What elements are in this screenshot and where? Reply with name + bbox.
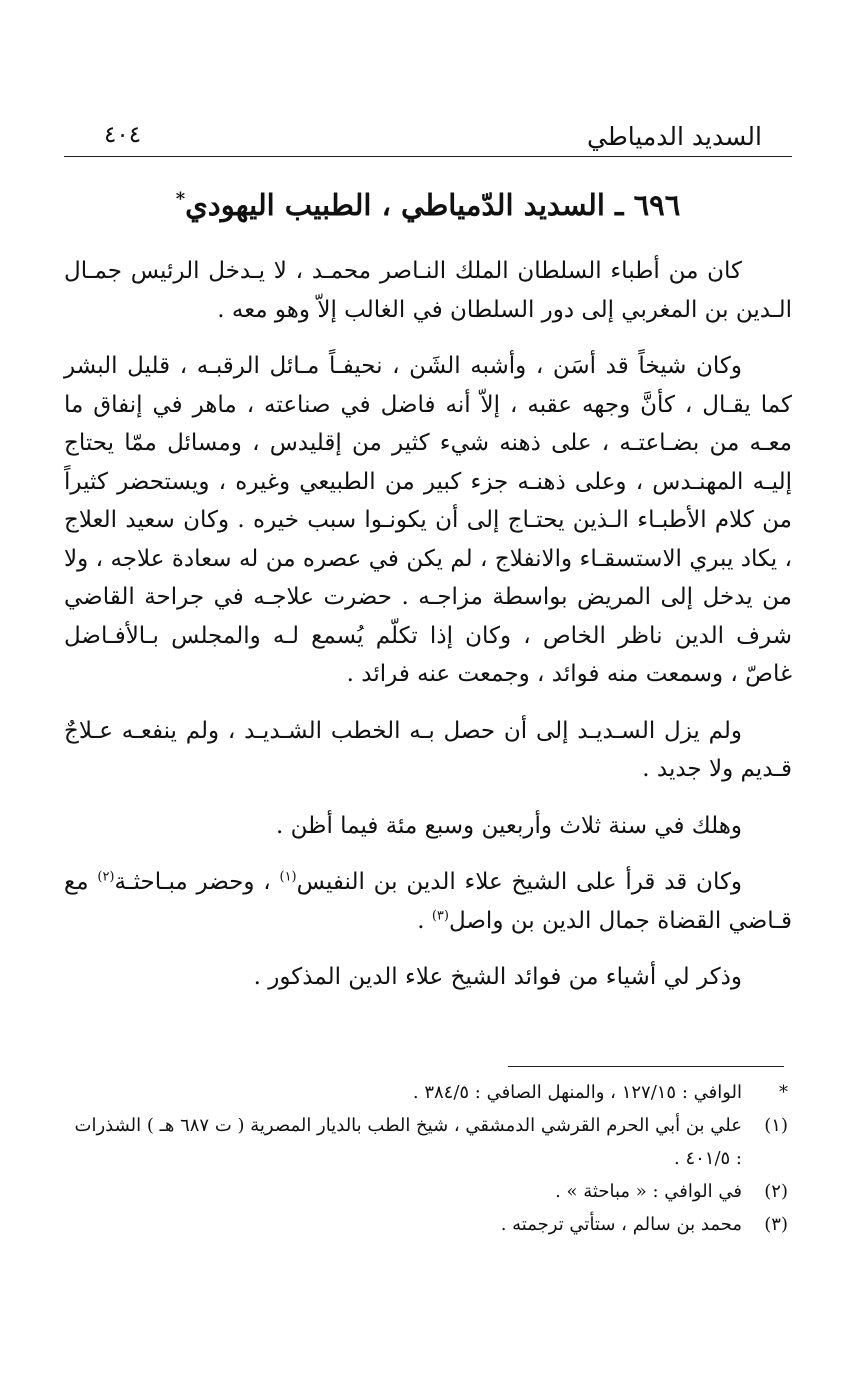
page-number: ٤٠٤ xyxy=(104,122,142,148)
paragraph-text: كان من أطباء السلطان الملك النـاصر محمـد ، لا يـدخل الرئيس جمـال الـدين بن المغربي إلى دور السلطان في الغالب إلاّ وهو معه . xyxy=(64,258,792,323)
paragraph-text: . xyxy=(417,907,432,934)
body-paragraph xyxy=(64,958,792,997)
footnote-text: الوافي : ١٢٧/١٥ ، والمنهل الصافي : ٣٨٤/٥ . xyxy=(412,1082,742,1103)
footnote-marker: (٣) xyxy=(764,1214,788,1235)
paragraph-text: وهلك في سنة ثلاث وأربعين وسبع مئة فيما أظن . xyxy=(276,812,742,839)
footnote-text: محمد بن سالم ، ستأتي ترجمته . xyxy=(500,1214,742,1235)
paragraph-text: مع قـاضي القضاة جمال الدين بن واصل xyxy=(64,869,792,934)
paragraph-text: ، وحضر مبـاحثـة xyxy=(114,869,280,895)
footnote-item xyxy=(64,1076,792,1109)
footnote-reference: (١) xyxy=(279,869,297,885)
body-paragraph xyxy=(64,712,792,789)
paragraph-text: وذكر لي أشياء من فوائد الشيخ علاء الدين المذكور . xyxy=(253,964,742,990)
footnote-item xyxy=(64,1175,792,1208)
footnote-text: علي بن أبي الحرم القرشي الدمشقي ، شيخ الطب بالديار المصرية ( ت ٦٨٧ هـ ) الشذرات : ٤٠١/٥ . xyxy=(74,1115,742,1169)
footnote-marker: (٢) xyxy=(764,1181,788,1202)
footnote-reference: (٢) xyxy=(97,869,115,885)
body-text xyxy=(64,252,792,1015)
paragraph-text: وكان قد قرأ على الشيخ علاء الدين بن النفيس xyxy=(296,869,743,895)
entry-title-footnote-mark: * xyxy=(175,188,186,210)
footnote-item xyxy=(64,1208,792,1241)
running-title: السديد الدمياطي xyxy=(587,122,762,151)
body-paragraph xyxy=(64,347,792,694)
entry-title xyxy=(64,188,792,222)
footnote-marker: (١) xyxy=(764,1115,788,1136)
footnote-reference: (٣) xyxy=(431,907,449,923)
entry-title-text: ٦٩٦ ـ السديد الدّمياطي ، الطبيب اليهودي xyxy=(185,188,681,222)
footnote-divider xyxy=(508,1066,784,1067)
body-paragraph xyxy=(64,863,792,940)
footnotes xyxy=(64,1076,792,1241)
body-paragraph xyxy=(64,252,792,329)
footnote-text: في الوافي : « مباحثة » . xyxy=(555,1181,742,1202)
footnote-marker: * xyxy=(779,1082,788,1103)
paragraph-text: ولم يزل السـديـد إلى أن حصل بـه الخطب الشـديـد ، ولم ينفعـه عـلاجٌ قـديم ولا جديد . xyxy=(64,717,792,782)
body-paragraph xyxy=(64,807,792,846)
paragraph-text: وكان شيخاً قد أسَن ، وأشبه الشَن ، نحيفـاً مـائل الرقبـه ، قليل البشر كما يقـال ، كأنَّ وجهه عقبه ، إلاّ أنه فاضل في صناعته ، ماهر في إنفاق ما معـه من بضـاعتـه ، على ذهنه شيء كثير من إقليدس ، ومسائل ممّا يحتاج إليـه المهنـدس ، وعلى ذهنـه جزء كبير من الطبيعي وغيره ، ويستحضر كثيراً من كلام الأطبـاء الـذين يحتـاج إلى أن يكونـوا سبب خيره . وكان سعيد العلاج ، يكاد يبري الاستسقـاء والانفلاج ، لم يكن في عصره من له سعادة علاجه ، ولا من يدخل إلى المريض بواسطة مزاجـه . حضرت علاجـه في جراحة القاضي شرف الدين ناظر الخاص ، وكان إذا تكلّم يُسمع لـه والمجلس بـالأفـاضل غاصّ ، وسمعت منه فوائد ، وجمعت عنه فرائد . xyxy=(64,353,792,687)
running-header xyxy=(64,118,792,157)
footnote-item xyxy=(64,1109,792,1175)
